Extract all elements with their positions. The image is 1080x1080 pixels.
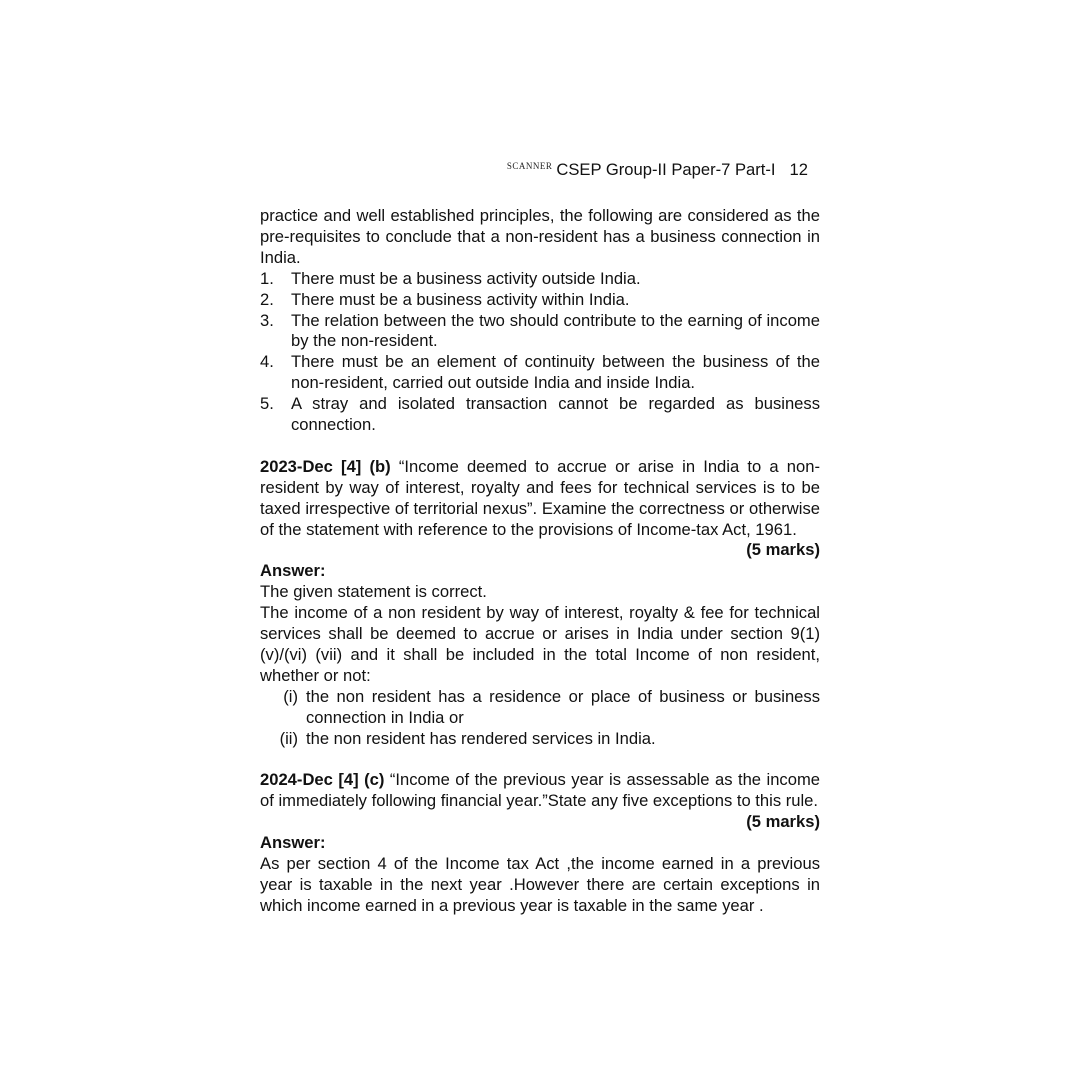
question-1-marks: (5 marks) <box>746 540 820 560</box>
list-item <box>260 311 820 353</box>
answer-1-list <box>260 687 820 750</box>
answer-1-line: The given statement is correct. <box>260 582 487 602</box>
scanner-logo: SCANNER <box>506 161 553 171</box>
list-item-text: A stray and isolated transaction cannot be regarded as business connection. <box>291 394 820 435</box>
question-2-text: “Income of the previous year is assessable as the income of immediately following financial year.”State any five exceptions to this rule. <box>260 770 820 811</box>
list-item-text: the non resident has a residence or place of business or business connection in India or <box>306 686 820 727</box>
answer-1-label: Answer: <box>260 561 326 581</box>
list-item <box>260 290 820 311</box>
question-2-ref: 2024-Dec [4] (c) <box>260 770 385 790</box>
list-item <box>260 687 820 729</box>
question-1-text: “Income deemed to accrue or arise in India to a non-resident by way of interest, royalty and fees for technical services is to be taxed irrespective of territorial nexus”. Examine the correctness or otherwise of the statement with reference to the provisions of Income-tax Act, 1961. <box>260 456 820 539</box>
answer-2-label: Answer: <box>260 833 326 853</box>
page-body <box>260 206 820 917</box>
list-item-number: 2. <box>260 289 274 309</box>
question-1-ref: 2023-Dec [4] (b) <box>260 456 391 476</box>
list-item-number: (i) <box>283 686 298 706</box>
question-2-marks: (5 marks) <box>746 812 820 832</box>
list-item-text: There must be a business activity within India. <box>291 289 630 309</box>
answer-2-paragraph: As per section 4 of the Income tax Act ,the income earned in a previous year is taxable in the next year .However there are certain exceptions in which income earned in a previous year is taxable in the same year . <box>260 854 820 915</box>
list-item-text: The relation between the two should contribute to the earning of income by the non-resident. <box>291 310 820 351</box>
prerequisite-list <box>260 269 820 436</box>
list-item-number: (ii) <box>279 728 298 748</box>
list-item-text: the non resident has rendered services in India. <box>306 728 656 748</box>
list-item-number: 1. <box>260 268 274 288</box>
question-1 <box>260 457 820 541</box>
page-number: 12 <box>789 160 808 179</box>
spacer <box>260 436 820 457</box>
list-item-number: 3. <box>260 310 274 330</box>
list-item <box>260 352 820 394</box>
list-item-number: 5. <box>260 394 274 414</box>
intro-paragraph: practice and well established principles, the following are considered as the pre-requisites to conclude that a non-resident has a business connection in India. <box>260 206 820 267</box>
list-item <box>260 269 820 290</box>
answer-1-paragraph: The income of a non resident by way of interest, royalty & fee for technical services shall be deemed to accrue or arises in India under section 9(1)(v)/(vi) (vii) and it shall be included in the total Income of non resident, whether or not: <box>260 603 820 685</box>
list-item-text: There must be an element of continuity between the business of the non-resident, carried out outside India and inside India. <box>291 352 820 393</box>
header-title: CSEP Group-II Paper-7 Part-I <box>556 160 776 179</box>
page-header <box>260 160 808 182</box>
spacer <box>260 750 820 771</box>
list-item <box>260 729 820 750</box>
list-item-text: There must be a business activity outside India. <box>291 268 641 288</box>
list-item <box>260 394 820 436</box>
list-item-number: 4. <box>260 352 274 372</box>
question-2 <box>260 770 820 812</box>
